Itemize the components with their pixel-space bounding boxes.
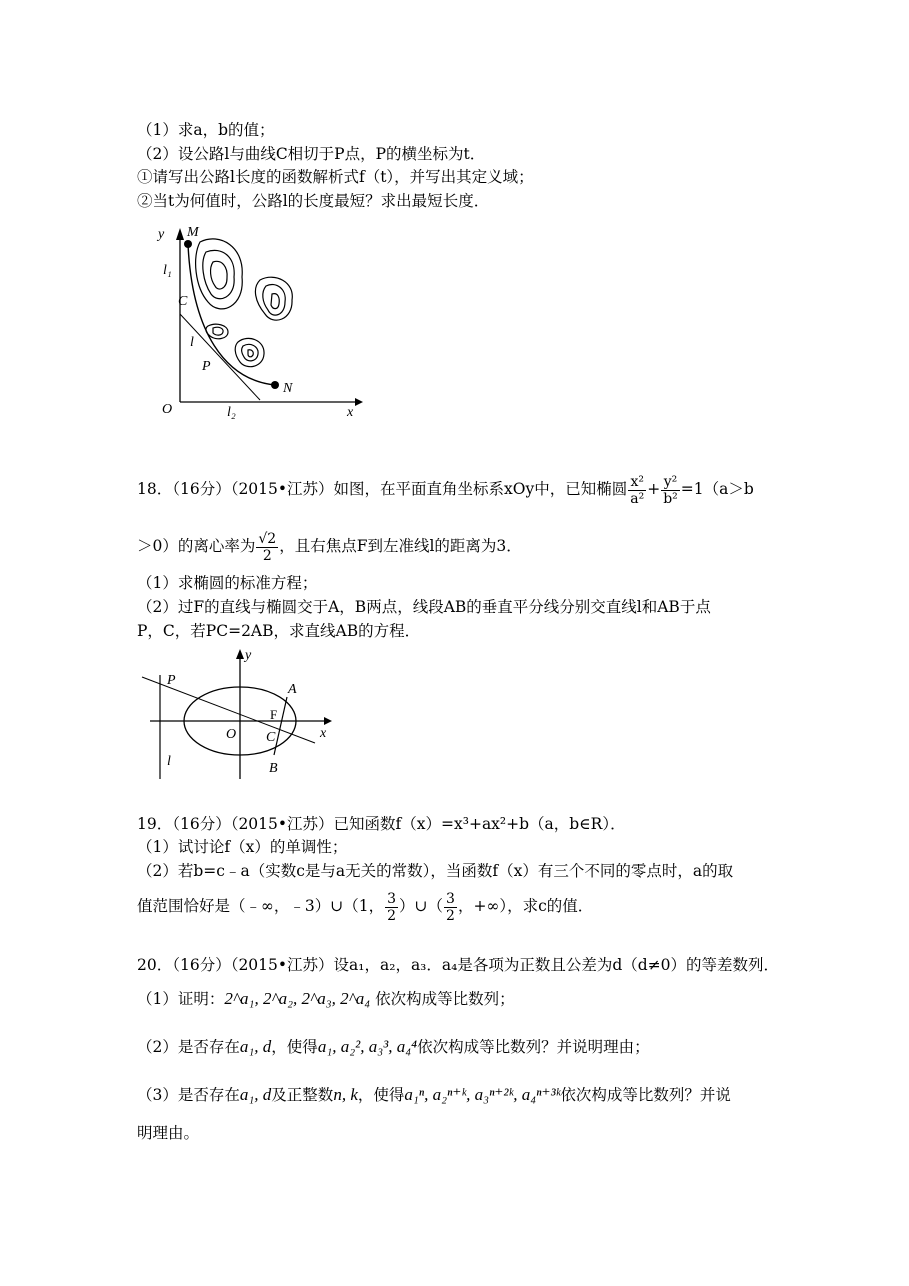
q20-part1 bbox=[137, 988, 515, 1010]
fig17-label-l2: l₂ bbox=[227, 405, 236, 420]
q17-sub1: ①请写出公路l长度的函数解析式f（t），并写出其定义域； bbox=[137, 168, 534, 186]
q18-frac-x-num: x² bbox=[628, 474, 646, 491]
q18-frac-y bbox=[661, 474, 680, 507]
q20-p1-math: 2^a₁, 2^a₂, 2^a₃, 2^a₄ bbox=[224, 989, 371, 1008]
q20-stem: 20．（16分）（2015•江苏）设a₁，a₂，a₃．a₄是各项为正数且公差为d（d≠0）的等差数列． bbox=[137, 956, 780, 974]
q19-part2-cont bbox=[137, 884, 593, 928]
q18-ecc-den: 2 bbox=[262, 547, 272, 564]
fig18-label-A: A bbox=[288, 682, 297, 697]
q17-part2: （2）设公路l与曲线C相切于P点，P的横坐标为t． bbox=[137, 145, 486, 163]
q18-eccentricity bbox=[256, 531, 278, 564]
fig18-label-C: C bbox=[266, 730, 276, 745]
fig18-label-B: B bbox=[269, 761, 278, 776]
fig17-label-x: x bbox=[347, 405, 354, 420]
fig18-label-F: F bbox=[270, 707, 278, 722]
q20-p3-d: 依次构成等比数列？并说 bbox=[560, 1086, 731, 1104]
q19-frac-2-den: 2 bbox=[446, 907, 455, 924]
q20-p2-math2: a₁, a₂², a₃³, a₄⁴ bbox=[317, 1037, 418, 1056]
fig18-label-y: y bbox=[245, 648, 252, 663]
q20-p1-a: （1）证明： bbox=[137, 990, 225, 1008]
q20-p2-c: 依次构成等比数列？并说明理由； bbox=[417, 1038, 650, 1056]
q17-part1: （1）求a，b的值； bbox=[137, 121, 275, 139]
q19-frac-1 bbox=[385, 891, 398, 924]
q18-stem-c: ＞0）的离心率为 bbox=[137, 537, 256, 555]
q19-range-a: 值范围恰好是（﹣∞，﹣3）∪（1， bbox=[137, 897, 385, 915]
fig17-label-l1: l₁ bbox=[163, 263, 172, 278]
q18-frac-y-den: b² bbox=[663, 490, 678, 507]
q18-figure bbox=[140, 645, 340, 785]
q20-p2-math1: a₁, d bbox=[239, 1037, 272, 1056]
q20-p1-b: 依次构成等比数列； bbox=[375, 990, 515, 1008]
fig17-label-y: y bbox=[158, 227, 165, 242]
q19-part2: （2）若b=c﹣a（实数c是与a无关的常数），当函数f（x）有三个不同的零点时，a的取 bbox=[137, 862, 734, 880]
fig17-label-C: C bbox=[178, 294, 188, 309]
q18-stem-b: =1（a＞b bbox=[680, 480, 754, 498]
q17-sub2: ②当t为何值时，公路l的长度最短？求出最短长度． bbox=[137, 192, 490, 210]
q18-stem-line1 bbox=[137, 462, 754, 516]
q20-part3 bbox=[137, 1084, 731, 1106]
q19-frac-2 bbox=[444, 891, 457, 924]
q20-p3-a: （3）是否存在 bbox=[137, 1086, 240, 1104]
fig18-label-l: l bbox=[167, 754, 171, 769]
q18-frac-x bbox=[628, 474, 646, 507]
q18-part2: （2）过F的直线与椭圆交于A，B两点，线段AB的垂直平分线分别交直线l和AB于点 bbox=[137, 598, 711, 616]
q19-part1: （1）试讨论f（x）的单调性； bbox=[137, 838, 348, 856]
q18-part2-cont: P，C，若PC=2AB，求直线AB的方程． bbox=[137, 622, 421, 640]
q18-frac-y-num: y² bbox=[661, 474, 680, 491]
fig17-label-M: M bbox=[187, 225, 199, 240]
fig17-label-P: P bbox=[202, 359, 211, 374]
q20-p2-a: （2）是否存在 bbox=[137, 1038, 240, 1056]
fig18-label-P: P bbox=[167, 673, 176, 688]
q19-frac-1-num: 3 bbox=[387, 890, 397, 907]
q18-stem-d: ，且右焦点F到左准线l的距离为3． bbox=[279, 537, 522, 555]
q20-p3-c: ，使得 bbox=[357, 1086, 405, 1104]
q18-frac-x-den: a² bbox=[630, 490, 645, 507]
q20-part3-cont: 明理由。 bbox=[137, 1124, 200, 1142]
fig17-label-l: l bbox=[190, 335, 194, 350]
q19-stem: 19．（16分）（2015•江苏）已知函数f（x）=x³+ax²+b（a，b∈R）． bbox=[137, 815, 626, 833]
q18-ecc-num: √2 bbox=[258, 530, 277, 547]
fig17-label-O: O bbox=[162, 402, 173, 417]
q18-plus: + bbox=[647, 480, 661, 498]
fig17-label-N: N bbox=[283, 381, 293, 396]
q20-p3-b: 及正整数 bbox=[271, 1086, 334, 1104]
q19-frac-2-num: 3 bbox=[446, 890, 455, 907]
q19-range-c: ，+∞），求c的值． bbox=[457, 897, 594, 915]
fig18-label-x: x bbox=[320, 726, 327, 741]
q17-figure bbox=[150, 222, 370, 422]
q18-part1: （1）求椭圆的标准方程； bbox=[137, 574, 318, 592]
q20-p3-math3: a₁ⁿ, a₂ⁿ⁺ᵏ, a₃ⁿ⁺²ᵏ, a₄ⁿ⁺³ᵏ bbox=[404, 1085, 561, 1104]
q20-p3-math1: a₁, d bbox=[239, 1085, 272, 1104]
q18-stem-a: 18．（16分）（2015•江苏）如图，在平面直角坐标系xOy中，已知椭圆 bbox=[137, 480, 628, 498]
q20-p2-b: ，使得 bbox=[271, 1038, 318, 1056]
q20-p3-math2: n, k bbox=[333, 1085, 358, 1104]
q19-frac-1-den: 2 bbox=[387, 907, 397, 924]
q20-part2 bbox=[137, 1036, 650, 1058]
q18-stem-line2 bbox=[137, 522, 522, 570]
fig18-label-O: O bbox=[226, 727, 237, 742]
q19-range-b: ）∪（ bbox=[399, 897, 444, 915]
